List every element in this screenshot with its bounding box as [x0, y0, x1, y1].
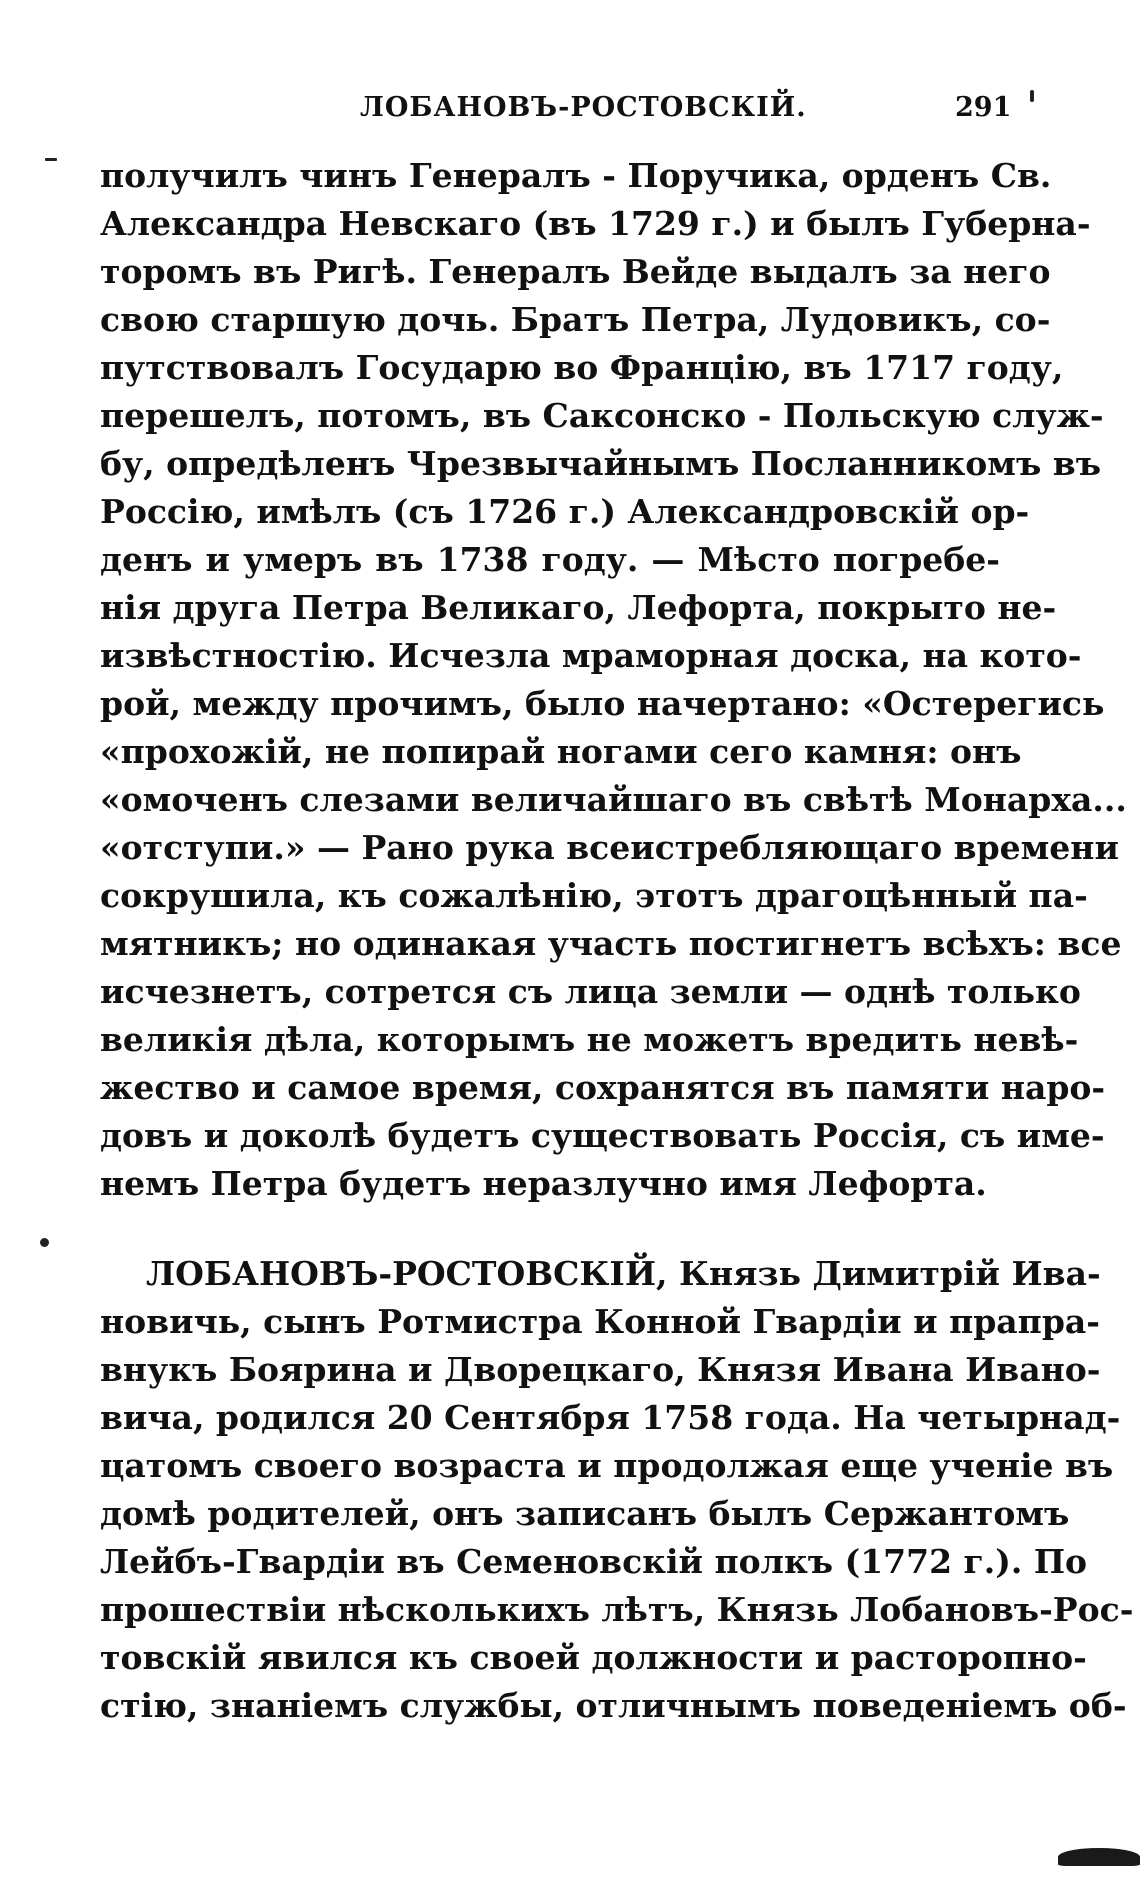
text-line: бу, опредѣленъ Чрезвычайнымъ Посланникомъ въ [100, 444, 1102, 483]
text-line: домѣ родителей, онъ записанъ былъ Сержантомъ [100, 1494, 1070, 1533]
text-line: Александра Невскаго (въ 1729 г.) и былъ Губерна- [100, 204, 1091, 243]
text-line: Россію, имѣлъ (съ 1726 г.) Александровскій ор- [100, 492, 1030, 531]
text-line: получилъ чинъ Генералъ - Поручика, орденъ Св. [100, 156, 1052, 195]
text-line: мятникъ; но одинакая участь постигнетъ всѣхъ: все [100, 924, 1122, 963]
text-line: ЛОБАНОВЪ-РОСТОВСКІЙ, Князь Димитрій Ива- [146, 1254, 1101, 1293]
text-line: новичь, сынъ Ротмистра Конной Гвардіи и прапра- [100, 1302, 1100, 1341]
paragraph-lefort [100, 152, 1127, 1208]
text-line: жество и самое время, сохранятся въ памяти наро- [100, 1068, 1106, 1107]
text-line: торомъ въ Ригѣ. Генералъ Вейде выдалъ за него [100, 252, 1051, 291]
paragraph-lobanov-rostovsky [100, 1250, 1134, 1730]
ink-smudge [1058, 1848, 1140, 1866]
text-line: вича, родился 20 Сентября 1758 года. На четырнад- [100, 1398, 1121, 1437]
text-line: денъ и умеръ въ 1738 году. — Мѣсто погребе- [100, 540, 1000, 579]
scan-speck [45, 158, 57, 161]
text-line: Лейбъ-Гвардіи въ Семеновскій полкъ (1772 г.). По [100, 1542, 1088, 1581]
text-line: цатомъ своего возраста и продолжая еще ученіе въ [100, 1446, 1114, 1485]
text-line: великія дѣла, которымъ не можетъ вредить невѣ- [100, 1020, 1079, 1059]
page-number: 291 [955, 92, 1012, 123]
text-line: сокрушила, къ сожалѣнію, этотъ драгоцѣнный па- [100, 876, 1088, 915]
text-line: товскій явился къ своей должности и расторопно- [100, 1638, 1087, 1677]
text-line: немъ Петра будетъ неразлучно имя Лефорта. [100, 1164, 987, 1203]
text-line: рой, между прочимъ, было начертано: «Остерегись [100, 684, 1105, 723]
text-line: внукъ Боярина и Дворецкаго, Князя Ивана Ивано- [100, 1350, 1101, 1389]
text-line: стію, знаніемъ службы, отличнымъ поведеніемъ об- [100, 1686, 1127, 1725]
text-line: нія друга Петра Великаго, Лефорта, покрыто не- [100, 588, 1057, 627]
scan-speck [1030, 90, 1034, 102]
text-line: путствовалъ Государю во Францію, въ 1717 году, [100, 348, 1064, 387]
text-line: прошествіи нѣсколькихъ лѣтъ, Князь Лобановъ-Рос- [100, 1590, 1134, 1629]
text-line: извѣстностію. Исчезла мраморная доска, на кото- [100, 636, 1082, 675]
text-line: «прохожій, не попирай ногами сего камня: онъ [100, 732, 1022, 771]
text-line: перешелъ, потомъ, въ Саксонско - Польскую служ- [100, 396, 1104, 435]
text-line: довъ и доколѣ будетъ существовать Россія, съ име- [100, 1116, 1105, 1155]
scan-speck [40, 1238, 49, 1247]
text-line: свою старшую дочь. Братъ Петра, Лудовикъ, со- [100, 300, 1051, 339]
text-line: исчезнетъ, сотрется съ лица земли — однѣ только [100, 972, 1081, 1011]
running-title: ЛОБАНОВЪ-РОСТОВСКІЙ. [360, 92, 807, 123]
text-line: «омоченъ слезами величайшаго въ свѣтѣ Монарха... [100, 780, 1127, 819]
text-line: «отступи.» — Рано рука всеистребляющаго времени [100, 828, 1119, 867]
